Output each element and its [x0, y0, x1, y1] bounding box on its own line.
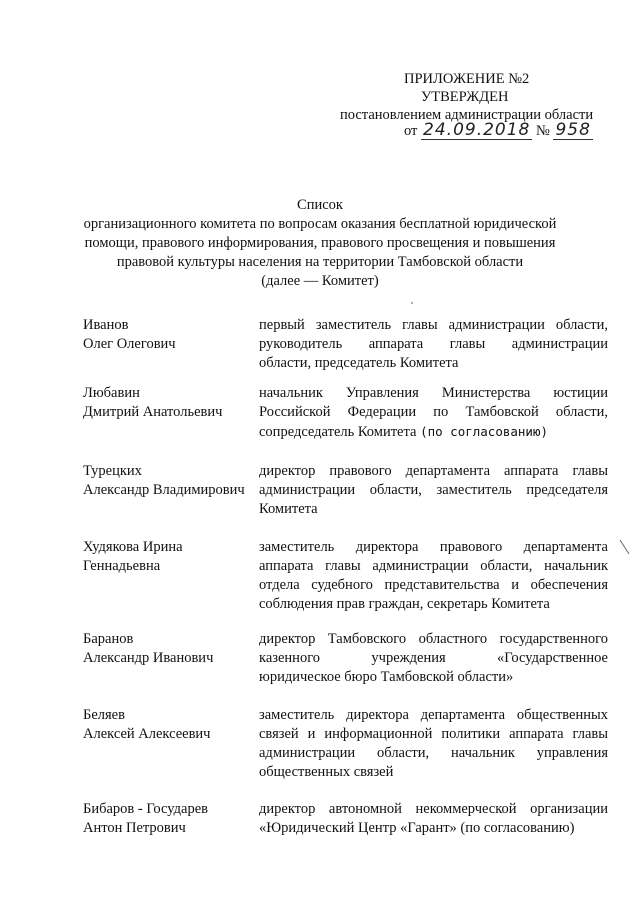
decree-label: постановлением администрации области: [340, 107, 594, 123]
member-name: [83, 462, 253, 500]
role-line: руководитель аппарата главы администрации: [259, 336, 608, 352]
role-line: общественных связей: [259, 764, 394, 780]
role-line: соблюдения прав граждан, секретарь Комитета: [259, 596, 550, 612]
member-role: [259, 630, 608, 687]
scan-dot: [411, 302, 413, 304]
member-given-names: Александр Иванович: [83, 650, 214, 666]
typed-note: (по согласованию): [420, 424, 549, 439]
role-line: казенного учреждения «Государственное: [259, 650, 608, 666]
member-surname: Баранов: [83, 631, 134, 647]
member-given-names: Геннадьевна: [83, 558, 161, 574]
stray-pen-mark: [618, 538, 632, 558]
role-line: директор автономной некоммерческой организации: [259, 801, 608, 817]
role-line: заместитель директора правового департамента: [259, 539, 608, 555]
member-given-names: Антон Петрович: [83, 820, 186, 836]
role-line: Комитета: [259, 501, 318, 517]
number-label: №: [536, 123, 550, 139]
member-surname: Турецких: [83, 463, 142, 479]
role-line-text: сопредседатель Комитета: [259, 424, 417, 440]
member-role: [259, 462, 608, 519]
member-role: [259, 538, 608, 614]
member-name: [83, 706, 253, 744]
title-line-4: (далее — Комитет): [261, 273, 379, 289]
handwritten-number: 958: [555, 120, 591, 140]
role-line: директор правового департамента аппарата главы: [259, 463, 608, 479]
member-name: [83, 316, 253, 354]
member-role: [259, 706, 608, 782]
role-line: связей и информационной политики аппарата главы: [259, 726, 608, 742]
member-surname: Беляев: [83, 707, 125, 723]
member-surname: Худякова Ирина: [83, 539, 183, 555]
role-line: директор Тамбовского областного государственного: [259, 631, 608, 647]
member-surname: Бибаров - Государев: [83, 801, 208, 817]
approved-label: УТВЕРЖДЕН: [421, 89, 509, 105]
member-given-names: Дмитрий Анатольевич: [83, 404, 223, 420]
role-line: юридическое бюро Тамбовской области»: [259, 669, 514, 685]
member-surname: Любавин: [83, 385, 140, 401]
from-label: от: [404, 123, 418, 139]
member-given-names: Олег Олегович: [83, 336, 176, 352]
member-name: [83, 800, 253, 838]
member-given-names: Алексей Алексеевич: [83, 726, 211, 742]
title-line-2: помощи, правового информирования, правового просвещения и повышения: [84, 235, 556, 251]
decree-date-line: [404, 121, 593, 140]
role-line: начальник Управления Министерства юстиции: [259, 385, 608, 401]
role-line: Российской Федерации по Тамбовской области,: [259, 404, 608, 420]
member-name: [83, 630, 253, 668]
member-surname: Иванов: [83, 317, 129, 333]
member-name: [83, 384, 253, 422]
role-line: аппарата главы администрации области, начальник: [259, 558, 608, 574]
member-role: [259, 800, 608, 838]
role-line: администрации области, заместитель председателя: [259, 482, 608, 498]
title-line-1: организационного комитета по вопросам оказания бесплатной юридической: [83, 216, 557, 232]
handwritten-date: 24.09.2018: [423, 120, 531, 140]
member-role: [259, 316, 608, 373]
member-name: [83, 538, 253, 576]
member-given-names: Александр Владимирович: [83, 482, 245, 498]
appendix-label: ПРИЛОЖЕНИЕ №2: [404, 71, 530, 87]
role-line: «Юридический Центр «Гарант» (по согласованию): [259, 820, 575, 836]
role-line: первый заместитель главы администрации области,: [259, 317, 608, 333]
role-line: [259, 422, 608, 442]
title-heading: Список: [297, 197, 343, 213]
role-line: отдела судебного представительства и обеспечения: [259, 577, 608, 593]
member-role: [259, 384, 608, 442]
role-line: области, председатель Комитета: [259, 355, 459, 371]
role-line: администрации области, начальник управления: [259, 745, 608, 761]
title-line-3: правовой культуры населения на территории Тамбовской области: [116, 254, 524, 270]
role-line: заместитель директора департамента общественных: [259, 707, 608, 723]
